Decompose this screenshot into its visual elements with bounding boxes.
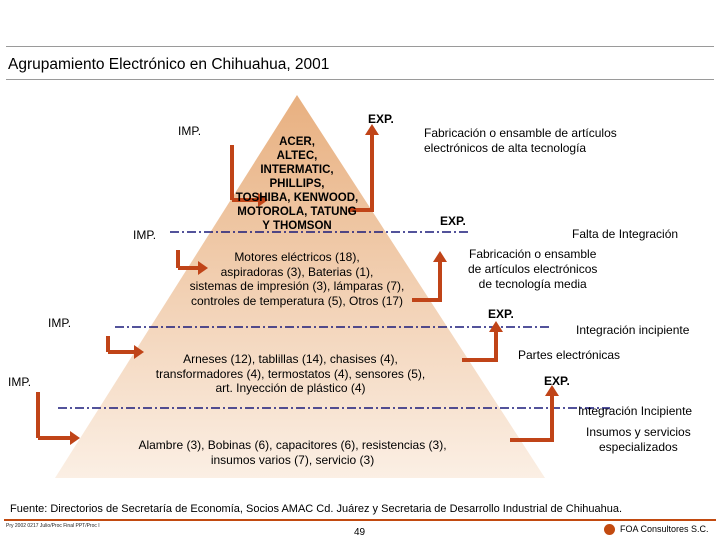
exp-label-2: EXP. xyxy=(440,214,466,228)
imp-label-3: IMP. xyxy=(48,316,72,330)
level3-parts: Arneses (12), tablillas (14), chasises (4), transformadores (4), termostatos (4), sensores (5), art. Inyección de plástico (4) xyxy=(155,352,426,395)
imp-label-2: IMP. xyxy=(133,228,157,242)
footer-file-path: Pry 2002 0217 Julio/Proc Final PPT/Proc I xyxy=(6,523,100,529)
note-electronic-parts: Partes electrónicas xyxy=(518,348,621,362)
note-incipient-1: Integración incipiente xyxy=(576,323,690,337)
exp-label-4: EXP. xyxy=(544,374,570,388)
note-high-tech: Fabricación o ensamble de artículos electrónicos de alta tecnología xyxy=(424,126,617,155)
footer-rule xyxy=(4,519,716,521)
source-note: Fuente: Directorios de Secretaría de Economía, Socios AMAC Cd. Juárez y Secretaria de Desarrollo Industrial de Chihuahua. xyxy=(10,503,623,515)
firm-name: FOA Consultores S.C. xyxy=(620,524,709,534)
level1-companies: ACER, ALTEC, INTERMATIC, PHILLIPS, TOSHIBA, KENWOOD, MOTOROLA, TATUNG Y THOMSON xyxy=(235,136,359,232)
exp-arrow-4 xyxy=(510,396,552,440)
note-no-integration: Falta de Integración xyxy=(572,227,679,241)
page-number: 49 xyxy=(354,527,366,538)
imp-label-1: IMP. xyxy=(178,124,202,138)
page-title: Agrupamiento Electrónico en Chihuahua, 2001 xyxy=(8,56,330,73)
level4-inputs: Alambre (3), Bobinas (6), capacitores (6), resistencias (3), insumos varios (7), servicio (3) xyxy=(138,438,447,467)
exp-arrow-3 xyxy=(462,332,496,360)
exp-label-3: EXP. xyxy=(488,307,514,321)
firm-logo-icon xyxy=(604,524,615,535)
note-incipient-2: Integración Incipiente xyxy=(578,404,693,418)
level2-products: Motores eléctricos (18), aspiradoras (3), Baterias (1), sistemas de impresión (3), lámparas (7), controles de temperatura (5), Otros (17) xyxy=(189,250,405,308)
exp-label-1: EXP. xyxy=(368,112,394,126)
note-special-inputs: Insumos y servicios especializados xyxy=(586,425,691,454)
imp-label-4: IMP. xyxy=(8,375,32,389)
note-medium-tech: Fabricación o ensamble de artículos electrónicos de tecnología media xyxy=(468,247,598,291)
